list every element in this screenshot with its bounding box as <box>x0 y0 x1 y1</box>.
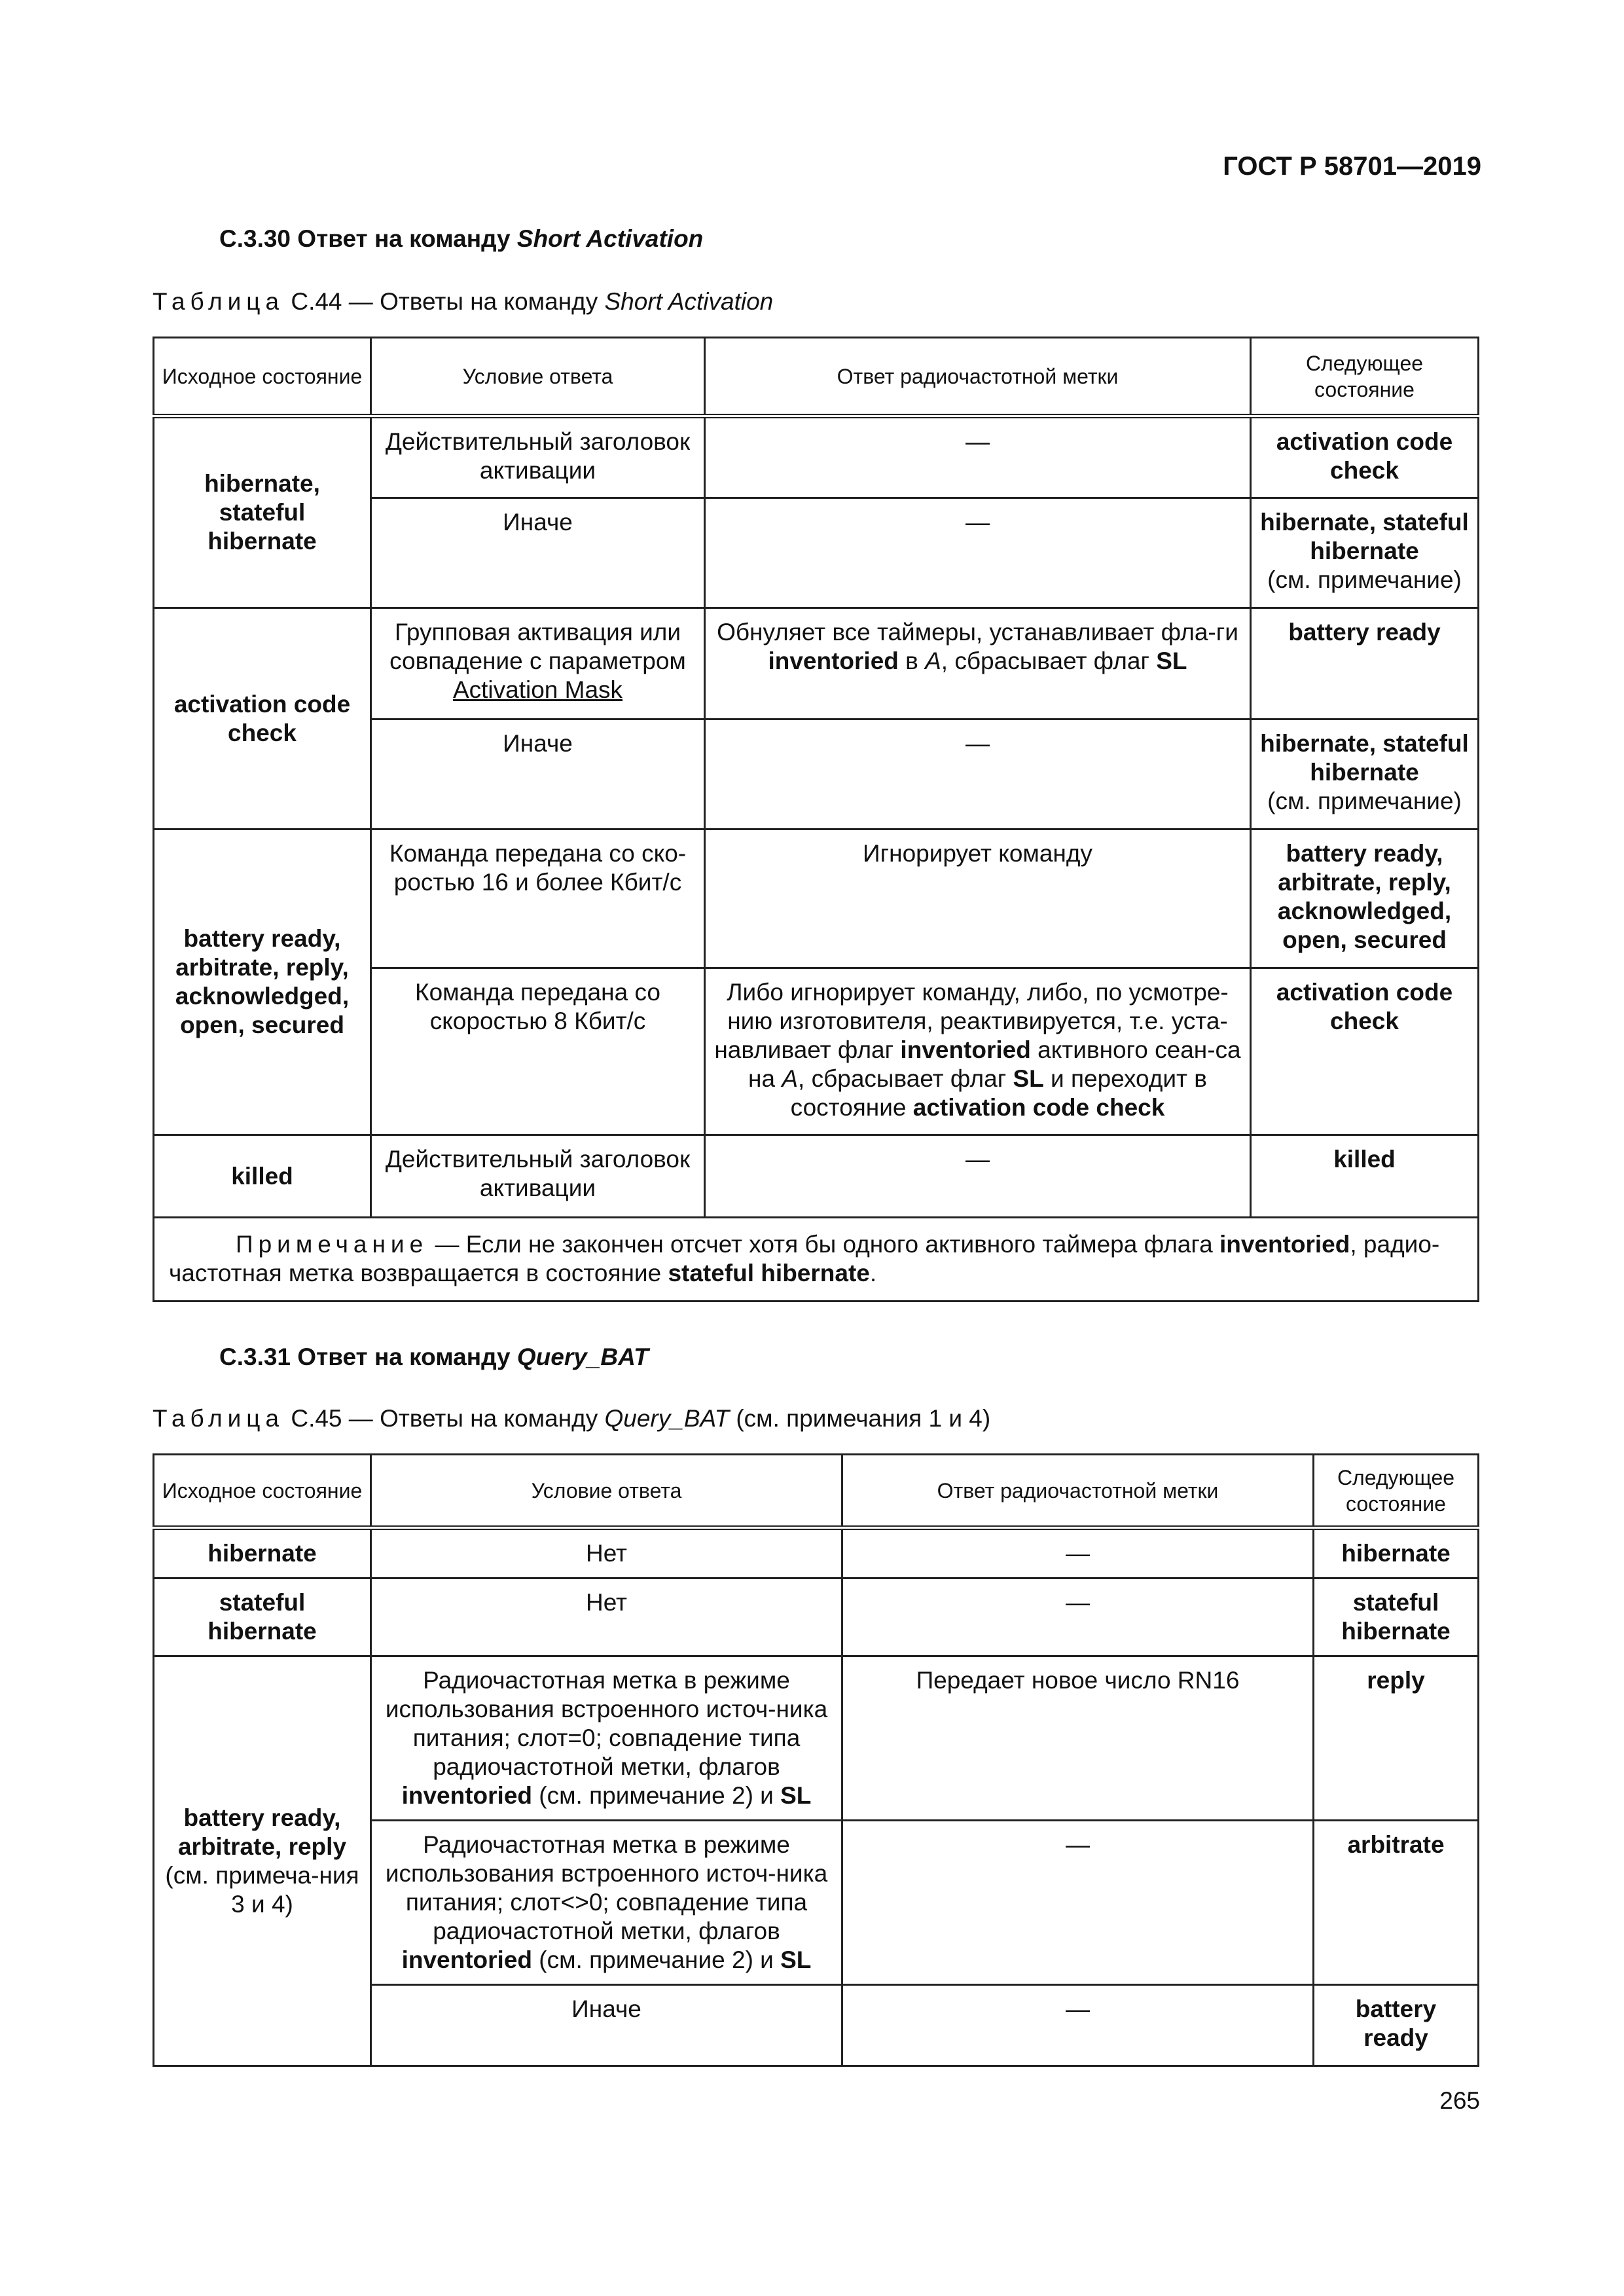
next-state-cell: hibernate, stateful hibernate (см. примечание) <box>1251 498 1479 608</box>
condition-cell: Радиочастотная метка в режиме использования встроенного источ-ника питания; слот<>0; совпадение типа радиочастотной метки, флагов inventoried (см. примечание 2) и SL <box>371 1821 842 1985</box>
table-c44 <box>153 337 1479 1302</box>
caption-suffix: (см. примечания 1 и 4) <box>736 1405 991 1432</box>
table-header-row <box>154 1455 1479 1528</box>
response-cell: — <box>842 1578 1314 1656</box>
header-next-state: Следующее состояние <box>1314 1455 1479 1528</box>
section-command: Query_BAT <box>516 1343 649 1370</box>
response-cell: — <box>705 416 1251 498</box>
table-row <box>154 416 1479 498</box>
state-cell: stateful hibernate <box>154 1578 371 1656</box>
condition-cell: Команда передана со ско-ростью 16 и более Кбит/с <box>371 829 705 968</box>
response-cell: — <box>705 1135 1251 1218</box>
next-state-cell: battery ready, arbitrate, reply, acknowledged, open, secured <box>1251 829 1479 968</box>
response-cell: Обнуляет все таймеры, устанавливает фла-ги inventoried в A, сбрасывает флаг SL <box>705 608 1251 720</box>
condition-cell: Нет <box>371 1578 842 1656</box>
caption-text: С.45 — Ответы на команду <box>291 1405 598 1432</box>
condition-cell: Нет <box>371 1528 842 1578</box>
table-row <box>154 1578 1479 1656</box>
table-row <box>154 608 1479 720</box>
condition-cell: Действительный заголовок активации <box>371 1135 705 1218</box>
response-cell: — <box>842 1528 1314 1578</box>
table-row <box>154 829 1479 968</box>
next-state-cell: reply <box>1314 1656 1479 1821</box>
page-number: 265 <box>1439 2087 1480 2114</box>
caption-word: Таблица <box>153 288 285 315</box>
state-cell: battery ready, arbitrate, reply (см. примеча-ния 3 и 4) <box>154 1656 371 2066</box>
header-condition: Условие ответа <box>371 1455 842 1528</box>
next-state-cell: killed <box>1251 1135 1479 1218</box>
section-command: Short Activation <box>516 225 704 252</box>
state-cell: activation code check <box>154 608 371 829</box>
caption-word: Таблица <box>153 1405 285 1432</box>
table-row <box>154 1135 1479 1218</box>
table-c45 <box>153 1453 1479 2067</box>
state-cell: hibernate <box>154 1528 371 1578</box>
table-header-row <box>154 338 1479 416</box>
state-cell: battery ready, arbitrate, reply, acknowledged, open, secured <box>154 829 371 1135</box>
header-response: Ответ радиочастотной метки <box>705 338 1251 416</box>
condition-cell: Иначе <box>371 1985 842 2066</box>
next-state-cell: arbitrate <box>1314 1821 1479 1985</box>
next-state-cell: hibernate <box>1314 1528 1479 1578</box>
table-caption-c45 <box>153 1405 990 1432</box>
section-heading-c330 <box>219 225 703 253</box>
condition-cell: Команда передана со скоростью 8 Кбит/с <box>371 968 705 1135</box>
next-state-cell: activation code check <box>1251 416 1479 498</box>
condition-cell: Радиочастотная метка в режиме использования встроенного источ-ника питания; слот=0; совпадение типа радиочастотной метки, флагов inventoried (см. примечание 2) и SL <box>371 1656 842 1821</box>
section-title: Ответ на команду <box>297 225 511 252</box>
condition-cell: Иначе <box>371 720 705 829</box>
state-cell: killed <box>154 1135 371 1218</box>
condition-cell: Действительный заголовок активации <box>371 416 705 498</box>
note-label: Примечание <box>236 1231 429 1258</box>
table-row <box>154 1656 1479 1821</box>
caption-command: Short Activation <box>604 288 774 315</box>
next-state-cell: battery ready <box>1251 608 1479 720</box>
next-state-cell: hibernate, stateful hibernate (см. примечание) <box>1251 720 1479 829</box>
header-initial-state: Исходное состояние <box>154 1455 371 1528</box>
response-cell: Передает новое число RN16 <box>842 1656 1314 1821</box>
caption-command: Query_BAT <box>604 1405 730 1432</box>
response-cell: — <box>842 1985 1314 2066</box>
response-cell: — <box>842 1821 1314 1985</box>
response-cell: — <box>705 498 1251 608</box>
section-heading-c331 <box>219 1343 649 1371</box>
activation-mask-link: Activation Mask <box>452 676 623 703</box>
section-title: Ответ на команду <box>297 1343 511 1370</box>
table-row <box>154 1528 1479 1578</box>
next-state-cell: battery ready <box>1314 1985 1479 2066</box>
standard-number: ГОСТ Р 58701—2019 <box>1223 152 1481 181</box>
section-number: С.3.30 <box>219 225 291 252</box>
condition-cell: Групповая активация или совпадение с параметром Activation Mask <box>371 608 705 720</box>
state-cell: hibernate, stateful hibernate <box>154 416 371 608</box>
caption-text: С.44 — Ответы на команду <box>291 288 598 315</box>
section-number: С.3.31 <box>219 1343 291 1370</box>
table-caption-c44 <box>153 288 773 316</box>
next-state-cell: stateful hibernate <box>1314 1578 1479 1656</box>
table-note: Примечание — Если не закончен отсчет хотя бы одного активного таймера флага inventoried, радио-частотная метка возвращается в состояние stateful hibernate. <box>154 1218 1479 1302</box>
condition-cell: Иначе <box>371 498 705 608</box>
table-note-row <box>154 1218 1479 1302</box>
header-response: Ответ радиочастотной метки <box>842 1455 1314 1528</box>
response-cell: Либо игнорирует команду, либо, по усмотре-нию изготовителя, реактивируется, т.е. уста-навливает флаг inventoried активного сеан-са на A, сбрасывает флаг SL и переходит в состояние activation code check <box>705 968 1251 1135</box>
header-initial-state: Исходное состояние <box>154 338 371 416</box>
next-state-cell: activation code check <box>1251 968 1479 1135</box>
header-condition: Условие ответа <box>371 338 705 416</box>
response-cell: — <box>705 720 1251 829</box>
header-next-state: Следующее состояние <box>1251 338 1479 416</box>
response-cell: Игнорирует команду <box>705 829 1251 968</box>
